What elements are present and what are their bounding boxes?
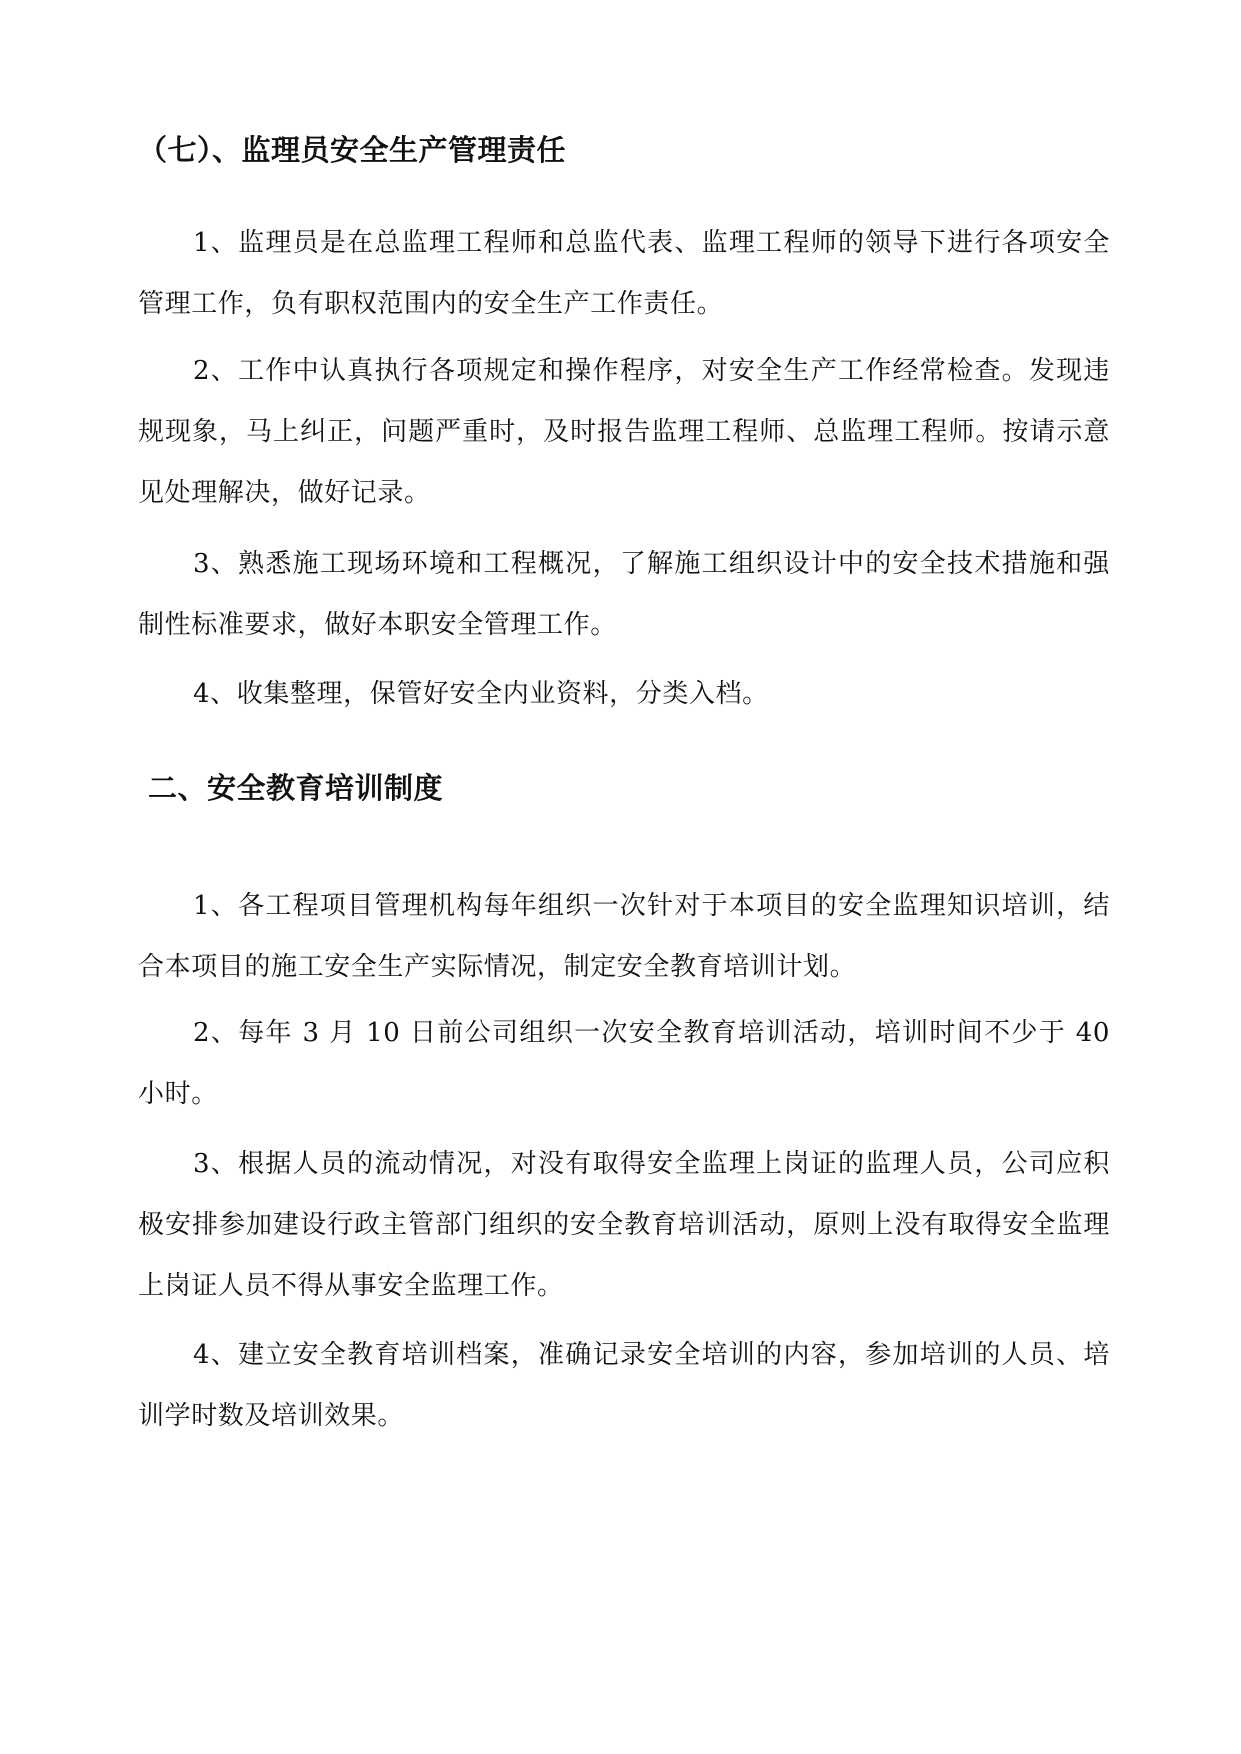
paragraph: 3、根据人员的流动情况，对没有取得安全监理上岗证的监理人员，公司应积极安排参加建设行政主管部门组织的安全教育培训活动，原则上没有取得安全监理上岗证人员不得从事安全监理工作。 <box>138 1149 1110 1301</box>
section-heading-supervisor-responsibility: （七）、监理员安全生产管理责任 <box>138 133 567 167</box>
paragraph: 1、各工程项目管理机构每年组织一次针对于本项目的安全监理知识培训，结合本项目的施工安全生产实际情况，制定安全教育培训计划。 <box>138 891 1110 982</box>
paragraph: 2、工作中认真执行各项规定和操作程序，对安全生产工作经常检查。发现违规现象，马上纠正，问题严重时，及时报告监理工程师、总监理工程师。按请示意见处理解决，做好记录。 <box>138 356 1110 508</box>
paragraph: 2、每年 3 月 10 日前公司组织一次安全教育培训活动，培训时间不少于 40 小时。 <box>138 1018 1110 1109</box>
paragraph: 4、建立安全教育培训档案，准确记录安全培训的内容，参加培训的人员、培训学时数及培训效果。 <box>138 1340 1110 1431</box>
paragraph: 1、监理员是在总监理工程师和总监代表、监理工程师的领导下进行各项安全管理工作，负有职权范围内的安全生产工作责任。 <box>138 228 1110 319</box>
paragraph: 4、收集整理，保管好安全内业资料，分类入档。 <box>193 679 769 709</box>
section-heading-safety-training: 二、安全教育培训制度 <box>148 771 444 805</box>
paragraph: 3、熟悉施工现场环境和工程概况，了解施工组织设计中的安全技术措施和强制性标准要求，做好本职安全管理工作。 <box>138 549 1110 640</box>
